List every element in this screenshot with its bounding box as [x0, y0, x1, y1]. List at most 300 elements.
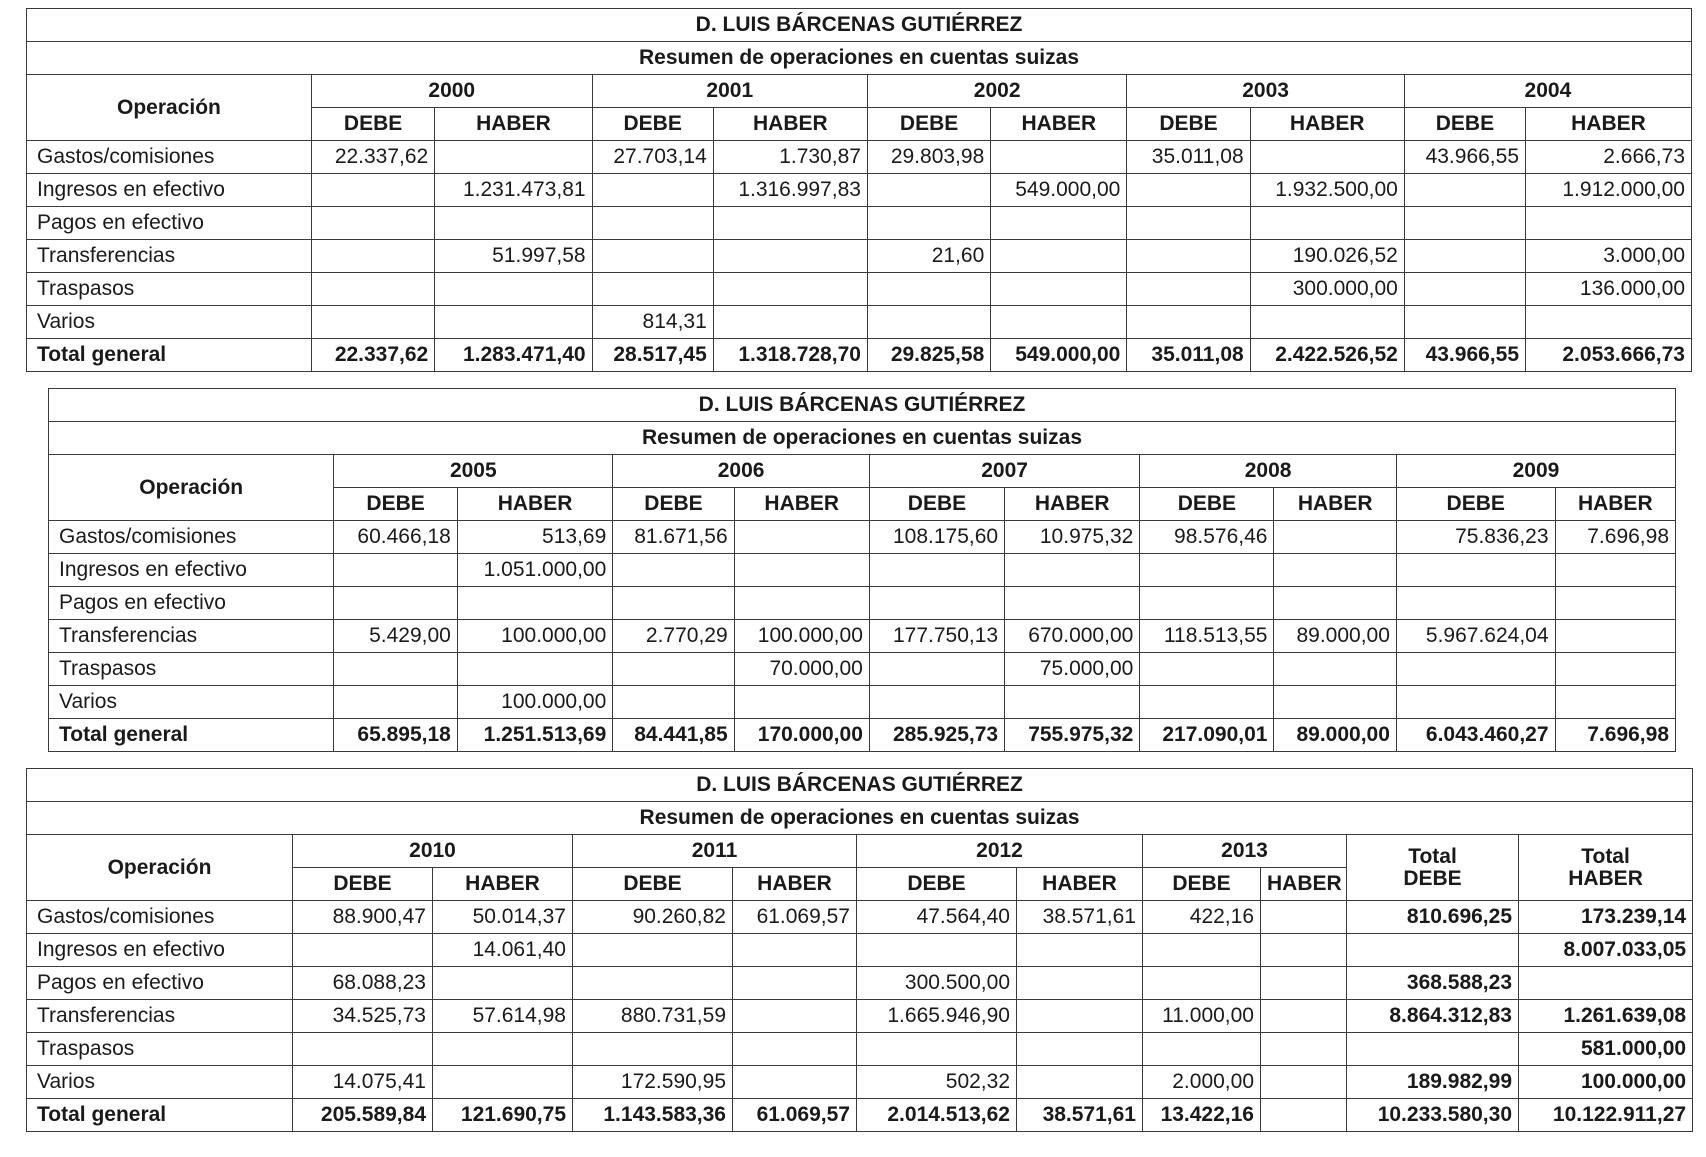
haber-cell: 1.932.500,00 [1250, 174, 1404, 207]
debe-header: DEBE [867, 108, 990, 141]
debe-cell: 177.750,13 [869, 620, 1004, 653]
debe-cell: 300.500,00 [857, 967, 1017, 1000]
haber-cell: 1.283.471,40 [435, 339, 592, 372]
debe-cell: 2.014.513,62 [857, 1099, 1017, 1132]
haber-cell: 38.571,61 [1017, 1099, 1143, 1132]
haber-cell: 61.069,57 [733, 901, 857, 934]
haber-cell [435, 306, 592, 339]
debe-cell: 13.422,16 [1143, 1099, 1261, 1132]
haber-cell: 513,69 [457, 521, 612, 554]
haber-cell [1555, 653, 1675, 686]
debe-cell [857, 1033, 1017, 1066]
haber-cell [457, 587, 612, 620]
haber-cell: 549.000,00 [991, 339, 1127, 372]
debe-cell [592, 240, 713, 273]
haber-cell [734, 587, 869, 620]
operation-header: Operación [49, 455, 334, 521]
haber-cell [713, 306, 867, 339]
haber-cell [1274, 587, 1396, 620]
debe-header: DEBE [592, 108, 713, 141]
haber-cell [733, 934, 857, 967]
debe-cell: 75.836,23 [1396, 521, 1555, 554]
haber-cell: 10.975,32 [1005, 521, 1140, 554]
debe-cell: 368.588,23 [1347, 967, 1519, 1000]
haber-cell [1005, 686, 1140, 719]
haber-cell [734, 521, 869, 554]
table-row [49, 587, 1676, 620]
haber-cell: 38.571,61 [1017, 901, 1143, 934]
haber-cell: 581.000,00 [1519, 1033, 1693, 1066]
debe-cell: 172.590,95 [573, 1066, 733, 1099]
debe-cell [334, 686, 458, 719]
debe-cell: 1.665.946,90 [857, 1000, 1017, 1033]
debe-cell [1347, 1033, 1519, 1066]
debe-cell: 28.517,45 [592, 339, 713, 372]
haber-header: HABER [457, 488, 612, 521]
debe-cell [869, 554, 1004, 587]
debe-cell [613, 653, 734, 686]
debe-cell [311, 273, 434, 306]
haber-cell [1261, 901, 1347, 934]
debe-cell: 810.696,25 [1347, 901, 1519, 934]
debe-header: DEBE [613, 488, 734, 521]
haber-cell [433, 1033, 573, 1066]
debe-header: DEBE [311, 108, 434, 141]
haber-cell [435, 141, 592, 174]
table-row [27, 1000, 1693, 1033]
debe-cell [867, 174, 990, 207]
debe-cell: 10.233.580,30 [1347, 1099, 1519, 1132]
total-haber-header [1519, 835, 1693, 901]
year-header: 2001 [592, 75, 867, 108]
haber-cell: 1.231.473,81 [435, 174, 592, 207]
debe-cell [1404, 240, 1525, 273]
year-header: 2000 [311, 75, 592, 108]
haber-cell: 1.251.513,69 [457, 719, 612, 752]
debe-cell: 35.011,08 [1127, 141, 1250, 174]
debe-cell: 189.982,99 [1347, 1066, 1519, 1099]
haber-header: HABER [1250, 108, 1404, 141]
table-title: D. LUIS BÁRCENAS GUTIÉRREZ [27, 769, 1693, 802]
debe-cell: 108.175,60 [869, 521, 1004, 554]
haber-cell [1261, 1000, 1347, 1033]
haber-cell [1519, 967, 1693, 1000]
debe-cell: 880.731,59 [573, 1000, 733, 1033]
table-row [27, 967, 1693, 1000]
table-subtitle: Resumen de operaciones en cuentas suizas [27, 42, 1692, 75]
haber-cell [733, 967, 857, 1000]
haber-cell [991, 273, 1127, 306]
debe-cell [857, 934, 1017, 967]
haber-cell: 670.000,00 [1005, 620, 1140, 653]
operation-label: Gastos/comisiones [27, 901, 293, 934]
haber-cell: 1.051.000,00 [457, 554, 612, 587]
debe-cell [592, 207, 713, 240]
haber-cell [1017, 934, 1143, 967]
table-title: D. LUIS BÁRCENAS GUTIÉRREZ [49, 389, 1676, 422]
haber-cell: 136.000,00 [1526, 273, 1692, 306]
debe-cell: 1.143.583,36 [573, 1099, 733, 1132]
debe-cell [1396, 554, 1555, 587]
debe-cell: 65.895,18 [334, 719, 458, 752]
haber-header: HABER [1526, 108, 1692, 141]
haber-cell [1261, 1099, 1347, 1132]
operation-label: Traspasos [27, 1033, 293, 1066]
debe-cell: 14.075,41 [293, 1066, 433, 1099]
haber-cell: 70.000,00 [734, 653, 869, 686]
haber-cell: 190.026,52 [1250, 240, 1404, 273]
haber-cell [733, 1066, 857, 1099]
haber-cell [991, 240, 1127, 273]
debe-cell [1396, 686, 1555, 719]
haber-cell [733, 1033, 857, 1066]
debe-cell: 422,16 [1143, 901, 1261, 934]
haber-cell: 51.997,58 [435, 240, 592, 273]
haber-cell [1005, 587, 1140, 620]
haber-cell: 170.000,00 [734, 719, 869, 752]
haber-cell [1250, 141, 1404, 174]
debe-cell [1143, 1033, 1261, 1066]
debe-cell [311, 306, 434, 339]
haber-cell [1555, 554, 1675, 587]
debe-cell: 2.000,00 [1143, 1066, 1261, 1099]
year-header: 2006 [613, 455, 870, 488]
debe-header: DEBE [1140, 488, 1274, 521]
debe-cell [1143, 934, 1261, 967]
operation-label: Total general [27, 339, 312, 372]
haber-cell [991, 306, 1127, 339]
table-row [27, 934, 1693, 967]
debe-cell: 205.589,84 [293, 1099, 433, 1132]
year-header: 2013 [1143, 835, 1347, 868]
haber-header: HABER [713, 108, 867, 141]
haber-cell: 2.053.666,73 [1526, 339, 1692, 372]
haber-cell [1274, 521, 1396, 554]
haber-cell [1017, 1000, 1143, 1033]
haber-cell [1250, 306, 1404, 339]
debe-cell [334, 653, 458, 686]
total-debe-header [1347, 835, 1519, 901]
debe-cell [1404, 273, 1525, 306]
haber-cell: 10.122.911,27 [1519, 1099, 1693, 1132]
haber-cell [435, 273, 592, 306]
haber-cell [734, 554, 869, 587]
haber-cell [1261, 1066, 1347, 1099]
operation-label: Traspasos [49, 653, 334, 686]
table-row [49, 521, 1676, 554]
total-haber-word: HABER [1568, 866, 1643, 890]
debe-cell: 285.925,73 [869, 719, 1004, 752]
haber-cell [1017, 1066, 1143, 1099]
debe-cell: 47.564,40 [857, 901, 1017, 934]
haber-cell [734, 686, 869, 719]
year-header: 2003 [1127, 75, 1404, 108]
haber-cell: 3.000,00 [1526, 240, 1692, 273]
haber-cell [1526, 306, 1692, 339]
debe-cell [867, 273, 990, 306]
haber-cell: 173.239,14 [1519, 901, 1693, 934]
haber-cell: 2.666,73 [1526, 141, 1692, 174]
debe-header: DEBE [869, 488, 1004, 521]
debe-cell [293, 1033, 433, 1066]
debe-cell: 35.011,08 [1127, 339, 1250, 372]
debe-cell [867, 207, 990, 240]
debe-cell: 98.576,46 [1140, 521, 1274, 554]
year-header: 2010 [293, 835, 573, 868]
year-header: 2012 [857, 835, 1143, 868]
operation-label: Transferencias [49, 620, 334, 653]
operation-label: Transferencias [27, 1000, 293, 1033]
debe-cell [1143, 967, 1261, 1000]
haber-cell: 57.614,98 [433, 1000, 573, 1033]
operation-label: Pagos en efectivo [49, 587, 334, 620]
debe-cell [293, 934, 433, 967]
debe-cell [869, 587, 1004, 620]
haber-cell: 75.000,00 [1005, 653, 1140, 686]
haber-cell: 1.316.997,83 [713, 174, 867, 207]
haber-cell: 100.000,00 [1519, 1066, 1693, 1099]
debe-cell: 217.090,01 [1140, 719, 1274, 752]
total-word: Total [1581, 844, 1630, 868]
operation-header: Operación [27, 835, 293, 901]
haber-cell: 61.069,57 [733, 1099, 857, 1132]
haber-cell [1261, 1033, 1347, 1066]
operation-label: Varios [27, 306, 312, 339]
haber-header: HABER [733, 868, 857, 901]
table-row [27, 1066, 1693, 1099]
debe-cell: 29.803,98 [867, 141, 990, 174]
debe-cell: 118.513,55 [1140, 620, 1274, 653]
debe-cell [334, 554, 458, 587]
haber-cell: 89.000,00 [1274, 620, 1396, 653]
table-row [27, 240, 1692, 273]
debe-cell [1404, 207, 1525, 240]
debe-cell [1404, 174, 1525, 207]
haber-cell: 8.007.033,05 [1519, 934, 1693, 967]
operation-label: Gastos/comisiones [27, 141, 312, 174]
haber-cell: 121.690,75 [433, 1099, 573, 1132]
debe-cell: 88.900,47 [293, 901, 433, 934]
debe-cell [592, 174, 713, 207]
debe-cell [311, 207, 434, 240]
debe-cell [1127, 174, 1250, 207]
year-header: 2004 [1404, 75, 1691, 108]
debe-cell [311, 240, 434, 273]
debe-cell: 90.260,82 [573, 901, 733, 934]
debe-cell [1127, 273, 1250, 306]
operation-label: Pagos en efectivo [27, 967, 293, 1000]
debe-cell [1396, 587, 1555, 620]
haber-cell [1274, 686, 1396, 719]
debe-cell: 68.088,23 [293, 967, 433, 1000]
haber-cell: 50.014,37 [433, 901, 573, 934]
debe-cell: 5.429,00 [334, 620, 458, 653]
haber-cell [991, 141, 1127, 174]
haber-cell [1555, 587, 1675, 620]
operation-label: Transferencias [27, 240, 312, 273]
debe-cell [613, 686, 734, 719]
debe-cell [573, 934, 733, 967]
haber-cell [435, 207, 592, 240]
debe-cell [1404, 306, 1525, 339]
haber-cell [733, 1000, 857, 1033]
haber-cell [1005, 554, 1140, 587]
debe-cell [613, 587, 734, 620]
haber-cell: 7.696,98 [1555, 719, 1675, 752]
haber-header: HABER [1555, 488, 1675, 521]
haber-header: HABER [734, 488, 869, 521]
debe-cell: 6.043.460,27 [1396, 719, 1555, 752]
haber-cell: 1.318.728,70 [713, 339, 867, 372]
haber-cell: 100.000,00 [734, 620, 869, 653]
haber-header: HABER [1005, 488, 1140, 521]
debe-cell: 814,31 [592, 306, 713, 339]
operation-label: Ingresos en efectivo [49, 554, 334, 587]
haber-cell [713, 273, 867, 306]
debe-cell [1127, 240, 1250, 273]
table-row [49, 686, 1676, 719]
debe-header: DEBE [1404, 108, 1525, 141]
table-row [27, 207, 1692, 240]
haber-cell: 549.000,00 [991, 174, 1127, 207]
haber-header: HABER [435, 108, 592, 141]
total-word: Total [1408, 844, 1457, 868]
debe-header: DEBE [334, 488, 458, 521]
debe-header: DEBE [857, 868, 1017, 901]
haber-header: HABER [433, 868, 573, 901]
table-title: D. LUIS BÁRCENAS GUTIÉRREZ [27, 9, 1692, 42]
haber-cell: 7.696,98 [1555, 521, 1675, 554]
debe-cell: 34.525,73 [293, 1000, 433, 1033]
debe-cell: 43.966,55 [1404, 339, 1525, 372]
operation-label: Total general [27, 1099, 293, 1132]
debe-cell [1140, 587, 1274, 620]
operation-header: Operación [27, 75, 312, 141]
operation-label: Ingresos en efectivo [27, 934, 293, 967]
debe-cell: 502,32 [857, 1066, 1017, 1099]
operation-label: Total general [49, 719, 334, 752]
debe-cell [613, 554, 734, 587]
operations-table-2005-2009 [48, 388, 1676, 752]
haber-cell: 14.061,40 [433, 934, 573, 967]
debe-cell [1140, 653, 1274, 686]
year-header: 2008 [1140, 455, 1397, 488]
operations-table-2000-2004 [26, 8, 1692, 372]
debe-cell: 29.825,58 [867, 339, 990, 372]
debe-cell [869, 686, 1004, 719]
haber-cell [991, 207, 1127, 240]
haber-cell [1526, 207, 1692, 240]
haber-cell: 1.730,87 [713, 141, 867, 174]
debe-cell: 43.966,55 [1404, 141, 1525, 174]
debe-cell [592, 273, 713, 306]
haber-cell [1250, 207, 1404, 240]
haber-cell [1274, 554, 1396, 587]
haber-cell [713, 207, 867, 240]
year-header: 2009 [1396, 455, 1675, 488]
haber-cell: 300.000,00 [1250, 273, 1404, 306]
haber-cell [713, 240, 867, 273]
year-header: 2007 [869, 455, 1139, 488]
debe-cell: 2.770,29 [613, 620, 734, 653]
table-row [27, 306, 1692, 339]
operation-label: Varios [49, 686, 334, 719]
table-subtitle: Resumen de operaciones en cuentas suizas [49, 422, 1676, 455]
table-row [27, 174, 1692, 207]
haber-cell: 755.975,32 [1005, 719, 1140, 752]
debe-cell: 27.703,14 [592, 141, 713, 174]
debe-cell: 22.337,62 [311, 141, 434, 174]
year-header: 2005 [334, 455, 613, 488]
haber-cell: 2.422.526,52 [1250, 339, 1404, 372]
table-row [27, 273, 1692, 306]
haber-cell [457, 653, 612, 686]
total-row [27, 1099, 1693, 1132]
haber-cell: 1.912.000,00 [1526, 174, 1692, 207]
operation-label: Varios [27, 1066, 293, 1099]
haber-cell: 100.000,00 [457, 620, 612, 653]
table-row [49, 620, 1676, 653]
debe-cell [1140, 554, 1274, 587]
debe-cell: 60.466,18 [334, 521, 458, 554]
haber-cell [1261, 967, 1347, 1000]
haber-cell: 100.000,00 [457, 686, 612, 719]
haber-cell [1261, 934, 1347, 967]
debe-cell: 84.441,85 [613, 719, 734, 752]
year-header: 2002 [867, 75, 1126, 108]
table-row [49, 554, 1676, 587]
haber-header: HABER [1274, 488, 1396, 521]
debe-cell: 11.000,00 [1143, 1000, 1261, 1033]
debe-cell [1140, 686, 1274, 719]
total-row [49, 719, 1676, 752]
debe-cell [1396, 653, 1555, 686]
debe-cell: 22.337,62 [311, 339, 434, 372]
table-row [27, 141, 1692, 174]
debe-cell [1347, 934, 1519, 967]
haber-cell [433, 967, 573, 1000]
debe-header: DEBE [1396, 488, 1555, 521]
total-debe-word: DEBE [1403, 866, 1462, 890]
year-header: 2011 [573, 835, 857, 868]
operation-label: Gastos/comisiones [49, 521, 334, 554]
debe-cell [573, 1033, 733, 1066]
haber-cell [1017, 967, 1143, 1000]
operations-table-2010-2013-totals [26, 768, 1693, 1132]
operation-label: Pagos en efectivo [27, 207, 312, 240]
debe-cell: 81.671,56 [613, 521, 734, 554]
haber-cell [1555, 686, 1675, 719]
debe-header: DEBE [293, 868, 433, 901]
haber-cell: 1.261.639,08 [1519, 1000, 1693, 1033]
haber-cell [433, 1066, 573, 1099]
operation-label: Traspasos [27, 273, 312, 306]
haber-header: HABER [1017, 868, 1143, 901]
debe-header: DEBE [1127, 108, 1250, 141]
table-subtitle: Resumen de operaciones en cuentas suizas [27, 802, 1693, 835]
haber-cell: 89.000,00 [1274, 719, 1396, 752]
debe-cell: 21,60 [867, 240, 990, 273]
debe-cell: 5.967.624,04 [1396, 620, 1555, 653]
table-row [27, 901, 1693, 934]
debe-header: DEBE [1143, 868, 1261, 901]
total-row [27, 339, 1692, 372]
haber-header: HABER [1261, 868, 1347, 901]
haber-cell [1017, 1033, 1143, 1066]
debe-header: DEBE [573, 868, 733, 901]
debe-cell [1127, 306, 1250, 339]
debe-cell [869, 653, 1004, 686]
